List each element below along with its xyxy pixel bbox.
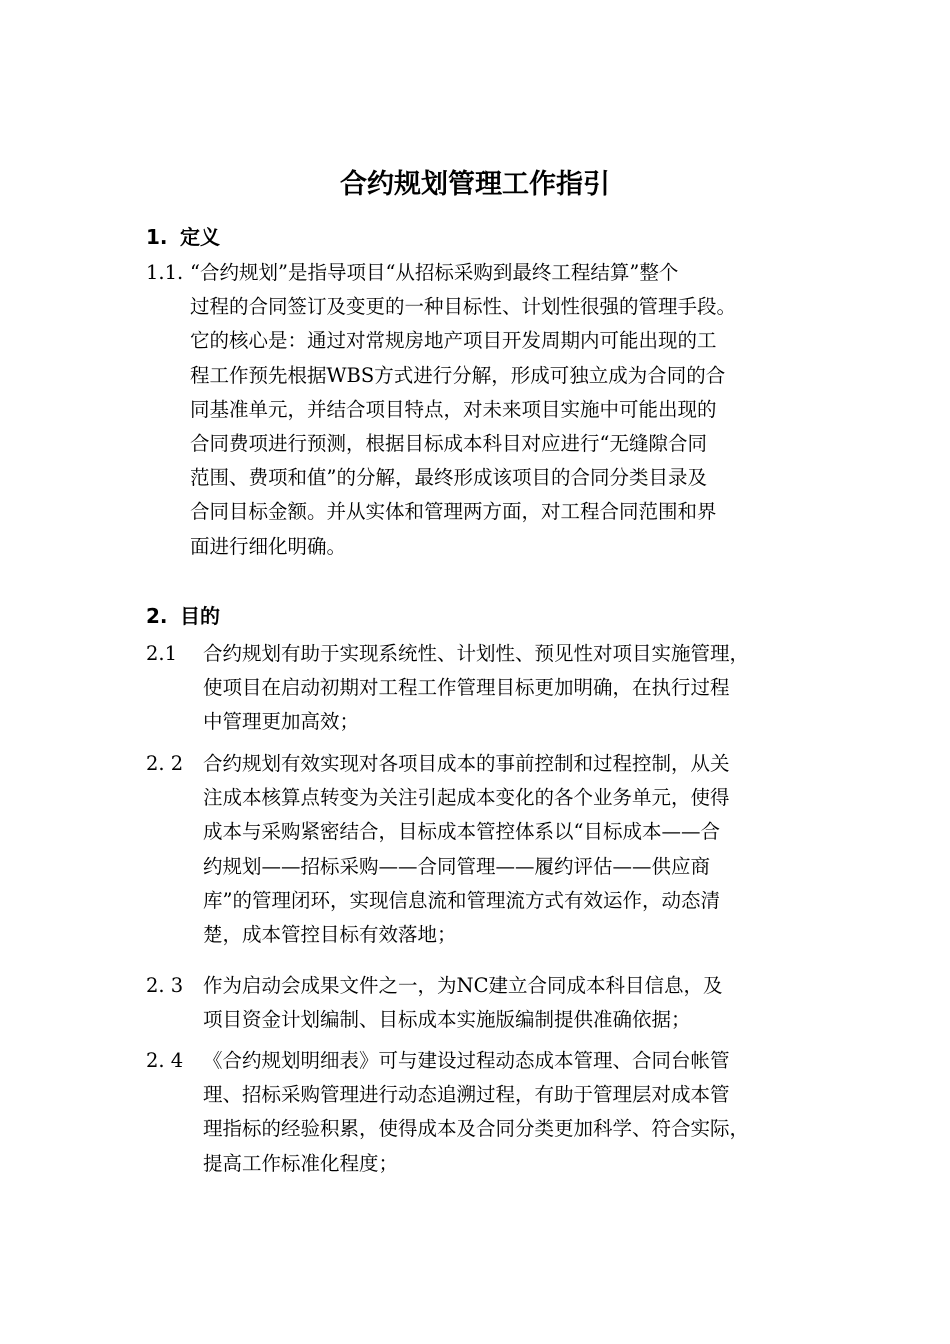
section-number: 2. xyxy=(146,604,168,628)
paragraph-text: 作为启动会成果文件之一，为NC建立合同成本科目信息，及 项目资金计划编制、目标成本实施版编制提供准确依据； xyxy=(203,974,723,1032)
section-heading-definition xyxy=(146,222,220,252)
paragraph-1-1 xyxy=(146,256,826,564)
paragraph-number: 2.1 xyxy=(146,642,178,665)
paragraph-text: 《合约规划明细表》可与建设过程动态成本管理、合同台帐管 理、招标采购管理进行动态追溯过程，有助于管理层对成本管 理指标的经验积累，使得成本及合同分类更加科学、符合实际， 提高工作标准化程度； xyxy=(203,1049,750,1175)
paragraph-number: 1.1. xyxy=(146,261,184,284)
section-number: 1. xyxy=(146,225,168,249)
section-heading-purpose xyxy=(146,601,220,631)
paragraph-2-4 xyxy=(146,1044,836,1181)
paragraph-number: 2. 4 xyxy=(146,1049,184,1072)
section-title: 目的 xyxy=(180,604,220,628)
paragraph-text: 合约规划有助于实现系统性、计划性、预见性对项目实施管理， 使项目在启动初期对工程工作管理目标更加明确，在执行过程 中管理更加高效； xyxy=(203,642,750,734)
paragraph-text: “合约规划”是指导项目“从招标采购到最终工程结算”整个 过程的合同签订及变更的一种目标性、计划性很强的管理手段。 它的核心是：通过对常规房地产项目开发周期内可能出现的工 程工作预先根据WBS方式进行分解，形成可独立成为合同的合 同基准单元，并结合项目特点，对未来项目实施中可能出现的 合同费项进行预测，根据目标成本科目对应进行“无缝隙合同 范围、费项和值”的分解，最终形成该项目的合同分类目录及 合同目标金额。并从实体和管理两方面，对工程合同范围和界 面进行细化明确。 xyxy=(190,261,737,558)
document-title: 合约规划管理工作指引 xyxy=(340,169,610,200)
section-title: 定义 xyxy=(180,225,220,249)
paragraph-number: 2. 2 xyxy=(146,752,184,775)
paragraph-number: 2. 3 xyxy=(146,974,184,997)
paragraph-2-3 xyxy=(146,969,836,1037)
paragraph-2-2 xyxy=(146,747,836,952)
paragraph-text: 合约规划有效实现对各项目成本的事前控制和过程控制，从关 注成本核算点转变为关注引起成本变化的各个业务单元，使得 成本与采购紧密结合，目标成本管控体系以“目标成本——合 约规划——招标采购——合同管理——履约评估——供应商 库”的管理闭环，实现信息流和管理流方式有效运作，动态清 楚，成本管控目标有效落地； xyxy=(203,752,730,947)
paragraph-2-1 xyxy=(146,637,836,740)
